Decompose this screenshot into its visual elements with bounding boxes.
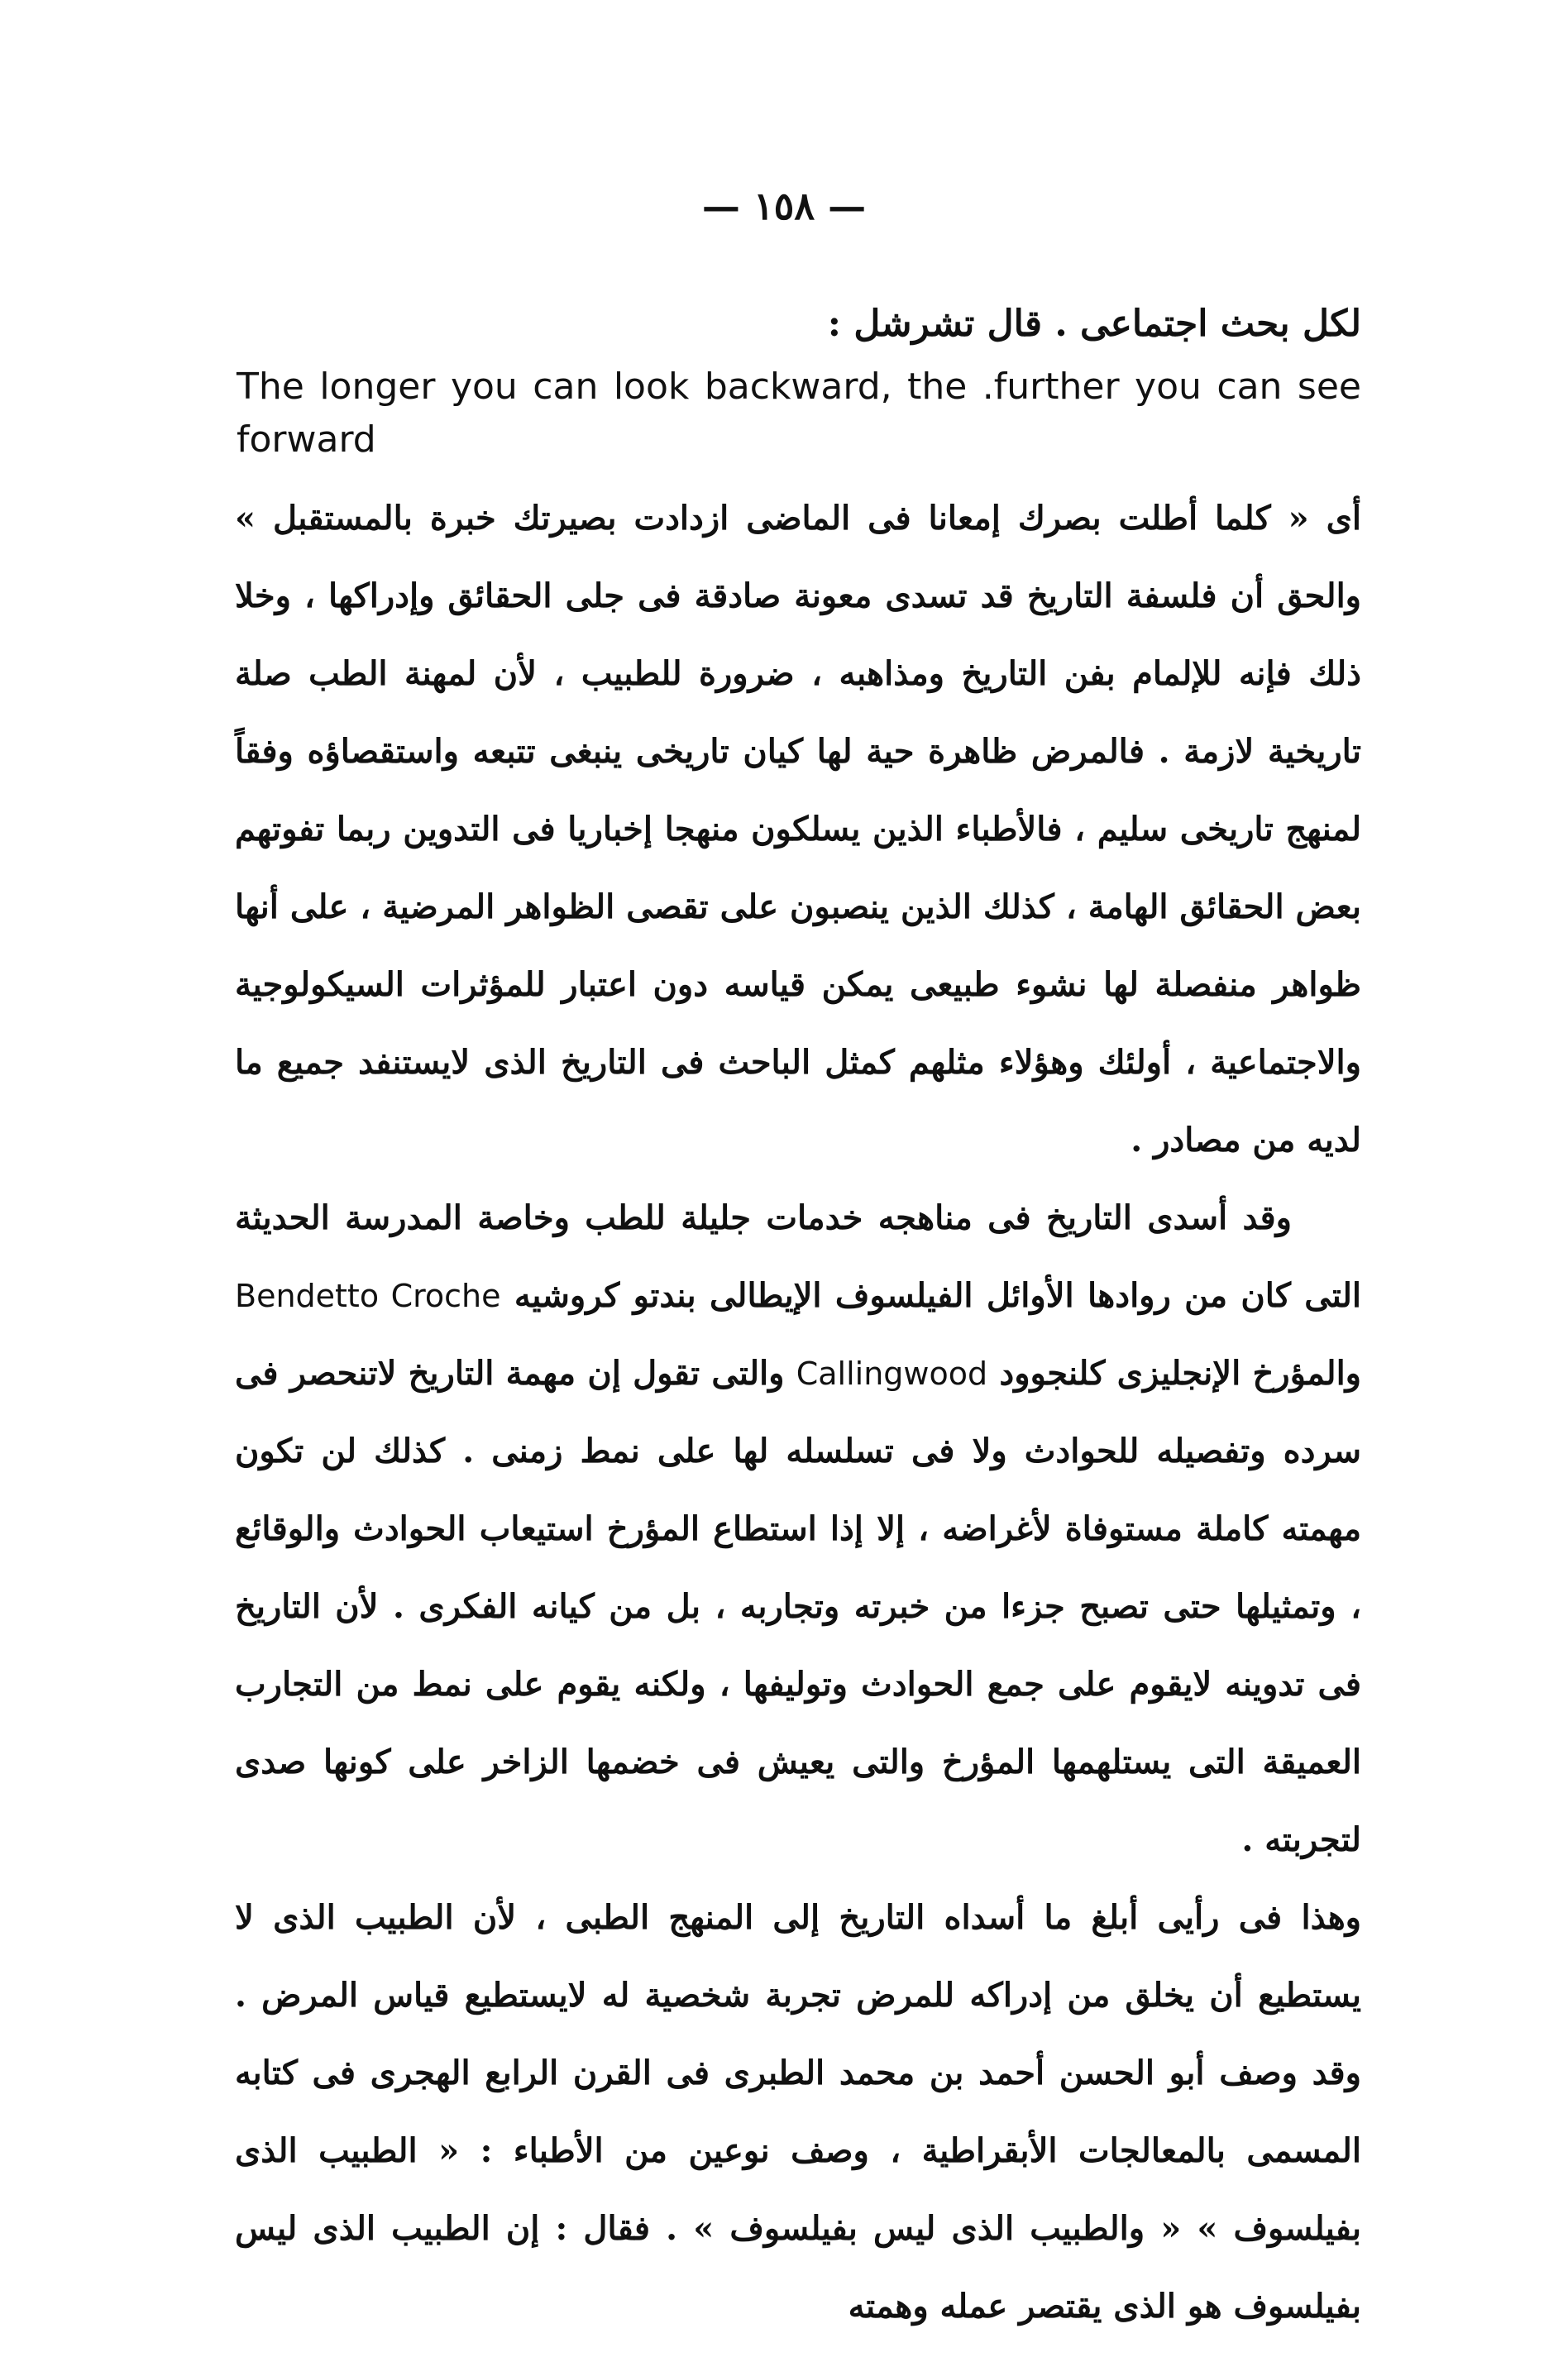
intro-line: لكل بحث اجتماعى . قال تشرشل :: [827, 303, 1361, 345]
english-quote: The longer you can look backward, the .further you can see forward: [237, 366, 1361, 461]
paragraph-3-text: وهذا فى رأيى أبلغ ما أسداه التاريخ إلى المنهج الطبى ، لأن الطبيب الذى لا يستطيع أن يخلق من إدراكه للمرض تجربة شخصية له لايستطيع قياس المرض . وقد وصف أبو الحسن أحمد بن محمد الطبرى فى القرن الرابع الهجرى فى كتابه المسمى بالمعالجات الأبقراطية ، وصف نوعين من الأطباء : « الطبيب الذى بفيلسوف » « والطبيب الذى ليس بفيلسوف » . فقال : إن الطبيب الذى ليس بفيلسوف هو الذى يقتصر عمله وهمته: [235, 1898, 1361, 2326]
paragraph-2-text-middle: والمؤرخ الإنجليزى كلنجوود: [999, 1354, 1361, 1393]
paragraph-2-text-start: وقد أسدى التاريخ فى مناهجه خدمات جليلة للطب وخاصة المدرسة الحديثة التى كان من روادها الأوائل الفيلسوف الإيطالى بندتو كروشيه: [235, 1198, 1362, 1315]
latin-term-croce: Bendetto Croche: [235, 1278, 501, 1314]
paragraph-1: [235, 480, 1361, 1179]
paragraph-3: [235, 1879, 1361, 2345]
paragraph-2-text-end: والتى تقول إن مهمة التاريخ لاتنحصر فى سرده وتفصيله للحوادث ولا فى تسلسله لها على نمط زمنى . كذلك لن تكون مهمته كاملة مستوفاة لأغراضه ، إلا إذا استطاع المؤرخ استيعاب الحوادث والوقائع ، وتمثيلها حتى تصبح جزءا من خبرته وتجاربه ، بل من كيانه الفكرى . لأن التاريخ فى تدوينه لايقوم على جمع الحوادث وتوليفها ، ولكنه يقوم على نمط من التجارب العميقة التى يستلهمها المؤرخ والتى يعيش فى خضمها الزاخر على كونها صدى لتجربته .: [235, 1354, 1362, 1859]
latin-term-collingwood: Callingwood: [796, 1356, 988, 1392]
paragraph-2: [235, 1179, 1361, 1879]
paragraph-1-text: أى « كلما أطلت بصرك إمعانا فى الماضى ازدادت بصيرتك خبرة بالمستقبل » والحق أن فلسفة التاريخ قد تسدى معونة صادقة فى جلى الحقائق وإدراكها ، وخلا ذلك فإنه للإلمام بفن التاريخ ومذاهبه ، ضرورة للطبيب ، لأن لمهنة الطب صلة تاريخية لازمة . فالمرض ظاهرة حية لها كيان تاريخى ينبغى تتبعه واستقصاؤه وفقاً لمنهج تاريخى سليم ، فالأطباء الذين يسلكون منهجا إخباريا فى التدوين ربما تفوتهم بعض الحقائق الهامة ، كذلك الذين ينصبون على تقصى الظواهر المرضية ، على أنها ظواهر منفصلة لها نشوء طبيعى يمكن قياسه دون اعتبار للمؤثرات السيكولوجية والاجتماعية ، أولئك وهؤلاء مثلهم كمثل الباحث فى التاريخ الذى لايستنفد جميع ما لديه من مصادر .: [235, 499, 1361, 1159]
body-text: [235, 480, 1361, 2345]
page-number: — ١٥٨ —: [701, 184, 867, 228]
